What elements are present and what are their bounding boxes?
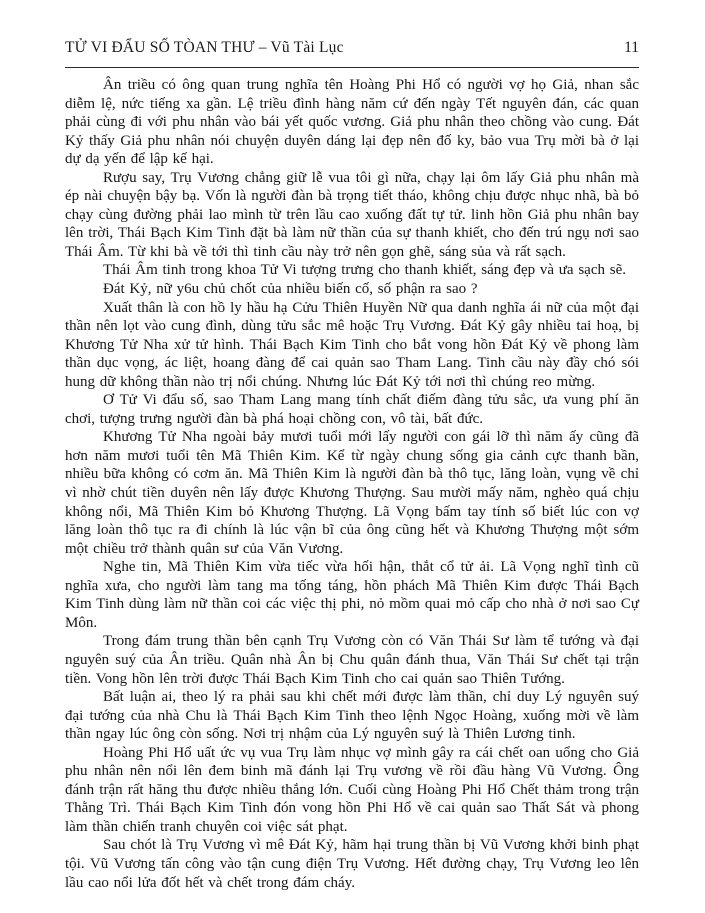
paragraph: Nghe tin, Mã Thiên Kim vừa tiếc vừa hối hận, thắt cổ tử ải. Lã Vọng nghĩ tình cũ nghĩa xưa, cho người làm tang ma tống táng, hồn phách Mã Thiên Kim được Thái Bạch Kim Tinh dùng làm nữ thần coi các việc thị phi, nỏ mồm quai mỏ cấp cho nhà ở nơi sao Cự Môn. xyxy=(65,559,639,631)
paragraph: Khương Tử Nha ngoài bảy mươi tuổi mới lấy người con gái lỡ thì năm ấy cũng đã hơn năm mươi tuổi tên Mã Thiên Kim. Kể từ ngày chung sống gia cảnh cực thanh bần, nhiều bữa không có cơm ăn. Mã Thiên Kim là người đàn bà thô tục, lăng loàn, vụng về chỉ vì nhờ chút tiền duyên nên lấy được Khương Thượng. Sau mười mấy năm, nghèo quá chịu không nổi, Mã Thiên Kim bỏ Khương Thượng. Lã Vọng bấm tay tính số biết lúc con vợ lăng loàn thô tục ra đi chính là lúc vận bĩ của ông cũng hết và Khương Thượng một sớm một chiều trở thành quân sư của Văn Vương. xyxy=(65,429,639,557)
paragraph: Trong đám trung thần bên cạnh Trụ Vương còn có Văn Thái Sư làm tể tướng và đại nguyên suý của Ân triều. Quân nhà Ân bị Chu quân đánh thua, Văn Thái Sư chết tại trận tiền. Vong hồn lên trời được Thái Bạch Kim Tinh cho cai quản sao Thiên Tướng. xyxy=(65,633,639,687)
paragraph: Đát Kỷ, nữ y6u chủ chốt của nhiều biến cố, số phận ra sao ? xyxy=(103,281,478,298)
paragraph: Rượu say, Trụ Vương chẳng giữ lễ vua tôi gì nữa, chạy lại ôm lấy Giả phu nhân mà ép nài chuyện bậy bạ. Vốn là người đàn bà trọng tiết tháo, không chịu được nhục nhã, bà bỏ chạy cùng đường phải lao mình từ trên lầu cao xuống đất tự tử. linh hồn Giả phu nhân bay lên trời, Thái Bạch Kim Tinh đặt bà làm nữ thần của sự thanh khiết, cho đến trú ngụ nơi sao Thái Âm. Từ khi bà về tới thì tinh cầu này trở nên gọn ghẽ, sáng sủa và rất sạch. xyxy=(65,169,639,260)
body-text xyxy=(65,76,639,892)
paragraph: Thái Âm tinh trong khoa Tử Vi tượng trưng cho thanh khiết, sáng đẹp và ưa sạch sẽ. xyxy=(103,262,626,279)
page-number: 11 xyxy=(624,39,639,56)
paragraph: Xuất thân là con hồ ly hầu hạ Cửu Thiên Huyền Nữ qua danh nghĩa ái nữ của một đại thần nên lọt vào cung đình, dùng tửu sắc mê hoặc Trụ Vương. Đát Kỷ gây nhiều tai hoạ, bị Khương Tử Nha xử tử hình. Thái Bạch Kim Tinh cho bắt vong hồn Đát Kỷ về phong làm thần dục vọng, ác liệt, hoang đàng để cai quản sao Tham Lang. Tinh cầu này đầy chó sói hung dữ không thần nào trị nổi chúng. Nhưng lúc Đát Kỷ tới nơi thì chúng reo mừng. xyxy=(65,299,639,390)
book-title: TỬ VI ĐẨU SỐ TÒAN THƯ – Vũ Tài Lục xyxy=(65,39,344,56)
running-header xyxy=(65,38,639,57)
paragraph: Hoàng Phi Hổ uất ức vụ vua Trụ làm nhục vợ mình gây ra cái chết oan uổng cho Giả phu nhân nên nổi lên đem binh mã đánh lại Trụ vương về rồi đầu hàng Vũ Vương. Ông đánh trận rất hăng thu được nhiều thắng lớn. Cuối cùng Hoàng Phi Hổ Chết thảm trong trận Thằng Trì. Thái Bạch Kim Tinh đón vong hồn Phi Hổ về cai quản sao Thất Sát và phong làm thần chiến tranh chuyên coi việc sát phạt. xyxy=(65,744,639,835)
paragraph: Ân triều có ông quan trung nghĩa tên Hoàng Phi Hổ có người vợ họ Giả, nhan sắc diễm lệ, nức tiếng xa gần. Lệ triều đình hàng năm cứ đến ngày Tết nguyên đán, các quan phải cùng đi với phu nhân vào bái yết quốc vương. Giả phu nhân theo chồng vào cung. Đát Kỷ thấy Giả phu nhân nói chuyện duyên dáng lại đẹp nên đố ky, bảo vua Trụ mời bà ở lại dự dạ yến để lập kế hại. xyxy=(65,77,639,168)
paragraph: Sau chót là Trụ Vương vì mê Đát Kỷ, hãm hại trung thần bị Vũ Vương khởi binh phạt tội. Vũ Vương tấn công vào tận cung điện Trụ Vương. Hết đường chạy, Trụ Vương leo lên lầu cao nổi lửa đốt hết và chết trong đám cháy. xyxy=(65,837,639,891)
paragraph: Bất luận ai, theo lý ra phải sau khi chết mới được làm thần, chỉ duy Lý nguyên suý đại tướng của nhà Chu là Thái Bạch Kim Tinh theo lệnh Ngọc Hoàng, xuống mời về làm thần ngay lúc ông còn sống. Nơi trị nhậm của Lý nguyên suý là Thiên Lương tinh. xyxy=(65,689,639,743)
header-divider xyxy=(65,67,639,68)
paragraph: Ơ Tử Vi đẩu số, sao Tham Lang mang tính chất điếm đàng tửu sắc, ưa vung phí ăn chơi, tượng trưng người đàn bà phá hoại chồng con, vô tài, bất đức. xyxy=(65,392,639,427)
